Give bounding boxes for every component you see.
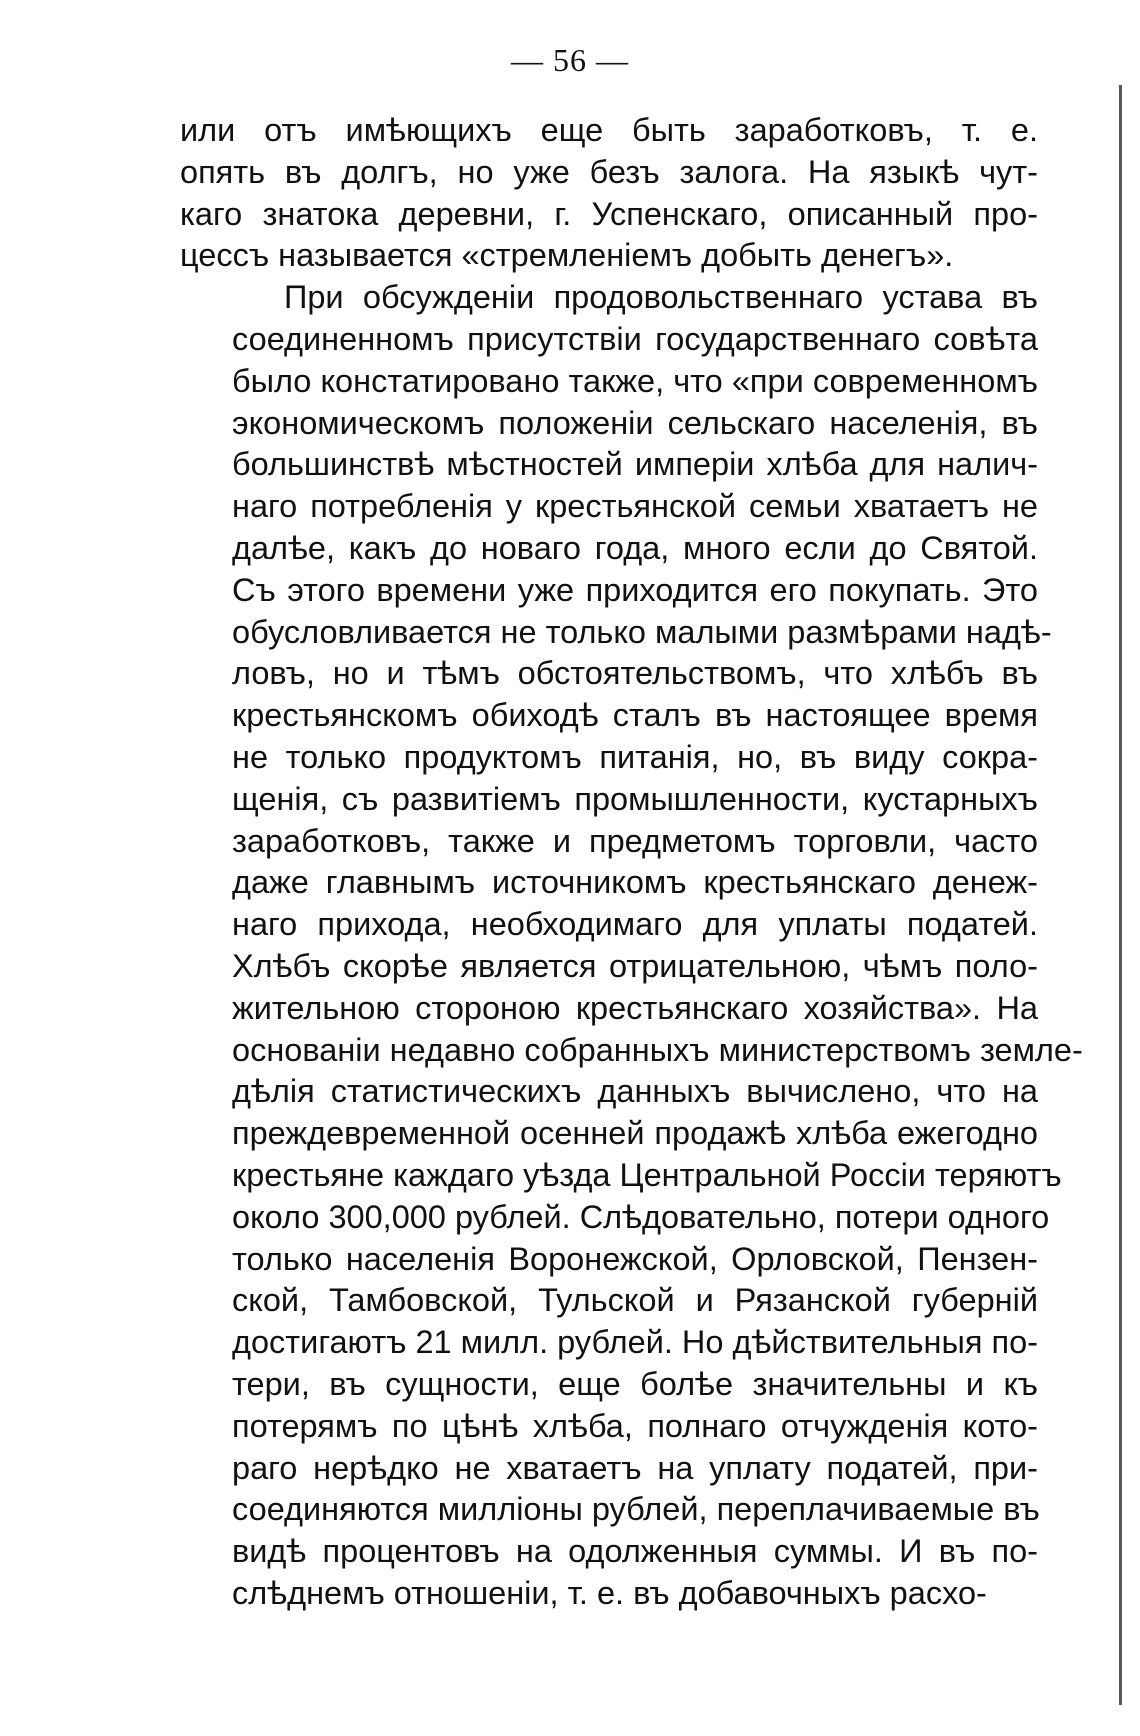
text-line: жительною стороною крестьянскаго хозяйства». На bbox=[232, 989, 1038, 1026]
text-line: цессъ называется «стремленіемъ добыть денегъ». bbox=[180, 237, 954, 274]
text-line: экономическомъ положеніи сельскаго населенія, въ bbox=[232, 404, 1038, 441]
page-edge bbox=[1119, 85, 1122, 1705]
text-line: около 300,000 рублей. Слѣдовательно, потери одного bbox=[232, 1198, 1050, 1235]
text-line: Съ этого времени уже приходится его покупать. Это bbox=[232, 571, 1038, 608]
text-line: слѣднемъ отношеніи, т. е. въ добавочныхъ расхо- bbox=[232, 1574, 987, 1611]
text-line: крестьянскомъ обиходѣ сталъ въ настоящее время bbox=[232, 697, 1038, 734]
page-number: — 56 — bbox=[511, 42, 629, 78]
text-line: даже главнымъ источникомъ крестьянскаго денеж- bbox=[232, 864, 1038, 901]
text-line: раго нерѣдко не хватаетъ на уплату податей, при- bbox=[232, 1449, 1038, 1486]
text-line: далѣе, какъ до новаго года, много если до Святой. bbox=[232, 529, 1038, 566]
text-line: наго потребленія у крестьянской семьи хватаетъ не bbox=[232, 488, 1038, 525]
text-line: соединяются милліоны рублей, переплачиваемые въ bbox=[232, 1491, 1040, 1528]
text-line: крестьяне каждаго уѣзда Центральной Россіи теряютъ bbox=[232, 1156, 1062, 1193]
paragraph bbox=[180, 277, 1083, 1615]
text-line: Хлѣбъ скорѣе является отрицательною, чѣмъ поло- bbox=[232, 947, 1038, 984]
text-line: опять въ долгъ, но уже безъ залога. На языкѣ чут- bbox=[180, 153, 1038, 190]
text-line: видѣ процентовъ на одолженныя суммы. И въ по- bbox=[232, 1533, 1038, 1570]
text-line: было констатировано также, что «при современномъ bbox=[232, 362, 1038, 399]
text-line: преждевременной осенней продажѣ хлѣба ежегодно bbox=[232, 1115, 1038, 1152]
text-line: ловъ, но и тѣмъ обстоятельствомъ, что хлѣбъ въ bbox=[232, 655, 1038, 692]
text-line: потерямъ по цѣнѣ хлѣба, полнаго отчужденія кото- bbox=[232, 1407, 1038, 1444]
body-text bbox=[180, 110, 1083, 1615]
text-line: или отъ имѣющихъ еще быть заработковъ, т. е. bbox=[180, 112, 1038, 148]
text-line: соединенномъ присутствіи государственнаго совѣта bbox=[232, 320, 1038, 357]
text-line: тери, въ сущности, еще болѣе значительны и къ bbox=[232, 1365, 1038, 1402]
text-line: ской, Тамбовской, Тульской и Рязанской губерній bbox=[232, 1282, 1038, 1319]
paragraph bbox=[180, 110, 1038, 277]
text-line: только населенія Воронежской, Орловской, Пензен- bbox=[232, 1240, 1038, 1277]
text-line: При обсужденіи продовольственнаго устава въ bbox=[284, 279, 1038, 316]
text-line: достигаютъ 21 милл. рублей. Но дѣйствительныя по- bbox=[232, 1324, 1038, 1361]
text-line: заработковъ, также и предметомъ торговли, часто bbox=[232, 822, 1038, 859]
text-line: основаніи недавно собранныхъ министерствомъ земле- bbox=[232, 1031, 1083, 1068]
text-line: каго знатока деревни, г. Успенскаго, описанный про- bbox=[180, 195, 1038, 232]
text-line: большинствѣ мѣстностей имперіи хлѣба для налич- bbox=[232, 446, 1038, 483]
text-line: дѣлія статистическихъ данныхъ вычислено, что на bbox=[232, 1073, 1038, 1110]
text-line: наго прихода, необходимаго для уплаты податей. bbox=[232, 906, 1038, 943]
text-line: щенія, съ развитіемъ промышленности, кустарныхъ bbox=[232, 780, 1038, 817]
text-line: обусловливается не только малыми размѣрами надѣ- bbox=[232, 613, 1052, 650]
text-line: не только продуктомъ питанія, но, въ виду сокра- bbox=[232, 738, 1038, 775]
